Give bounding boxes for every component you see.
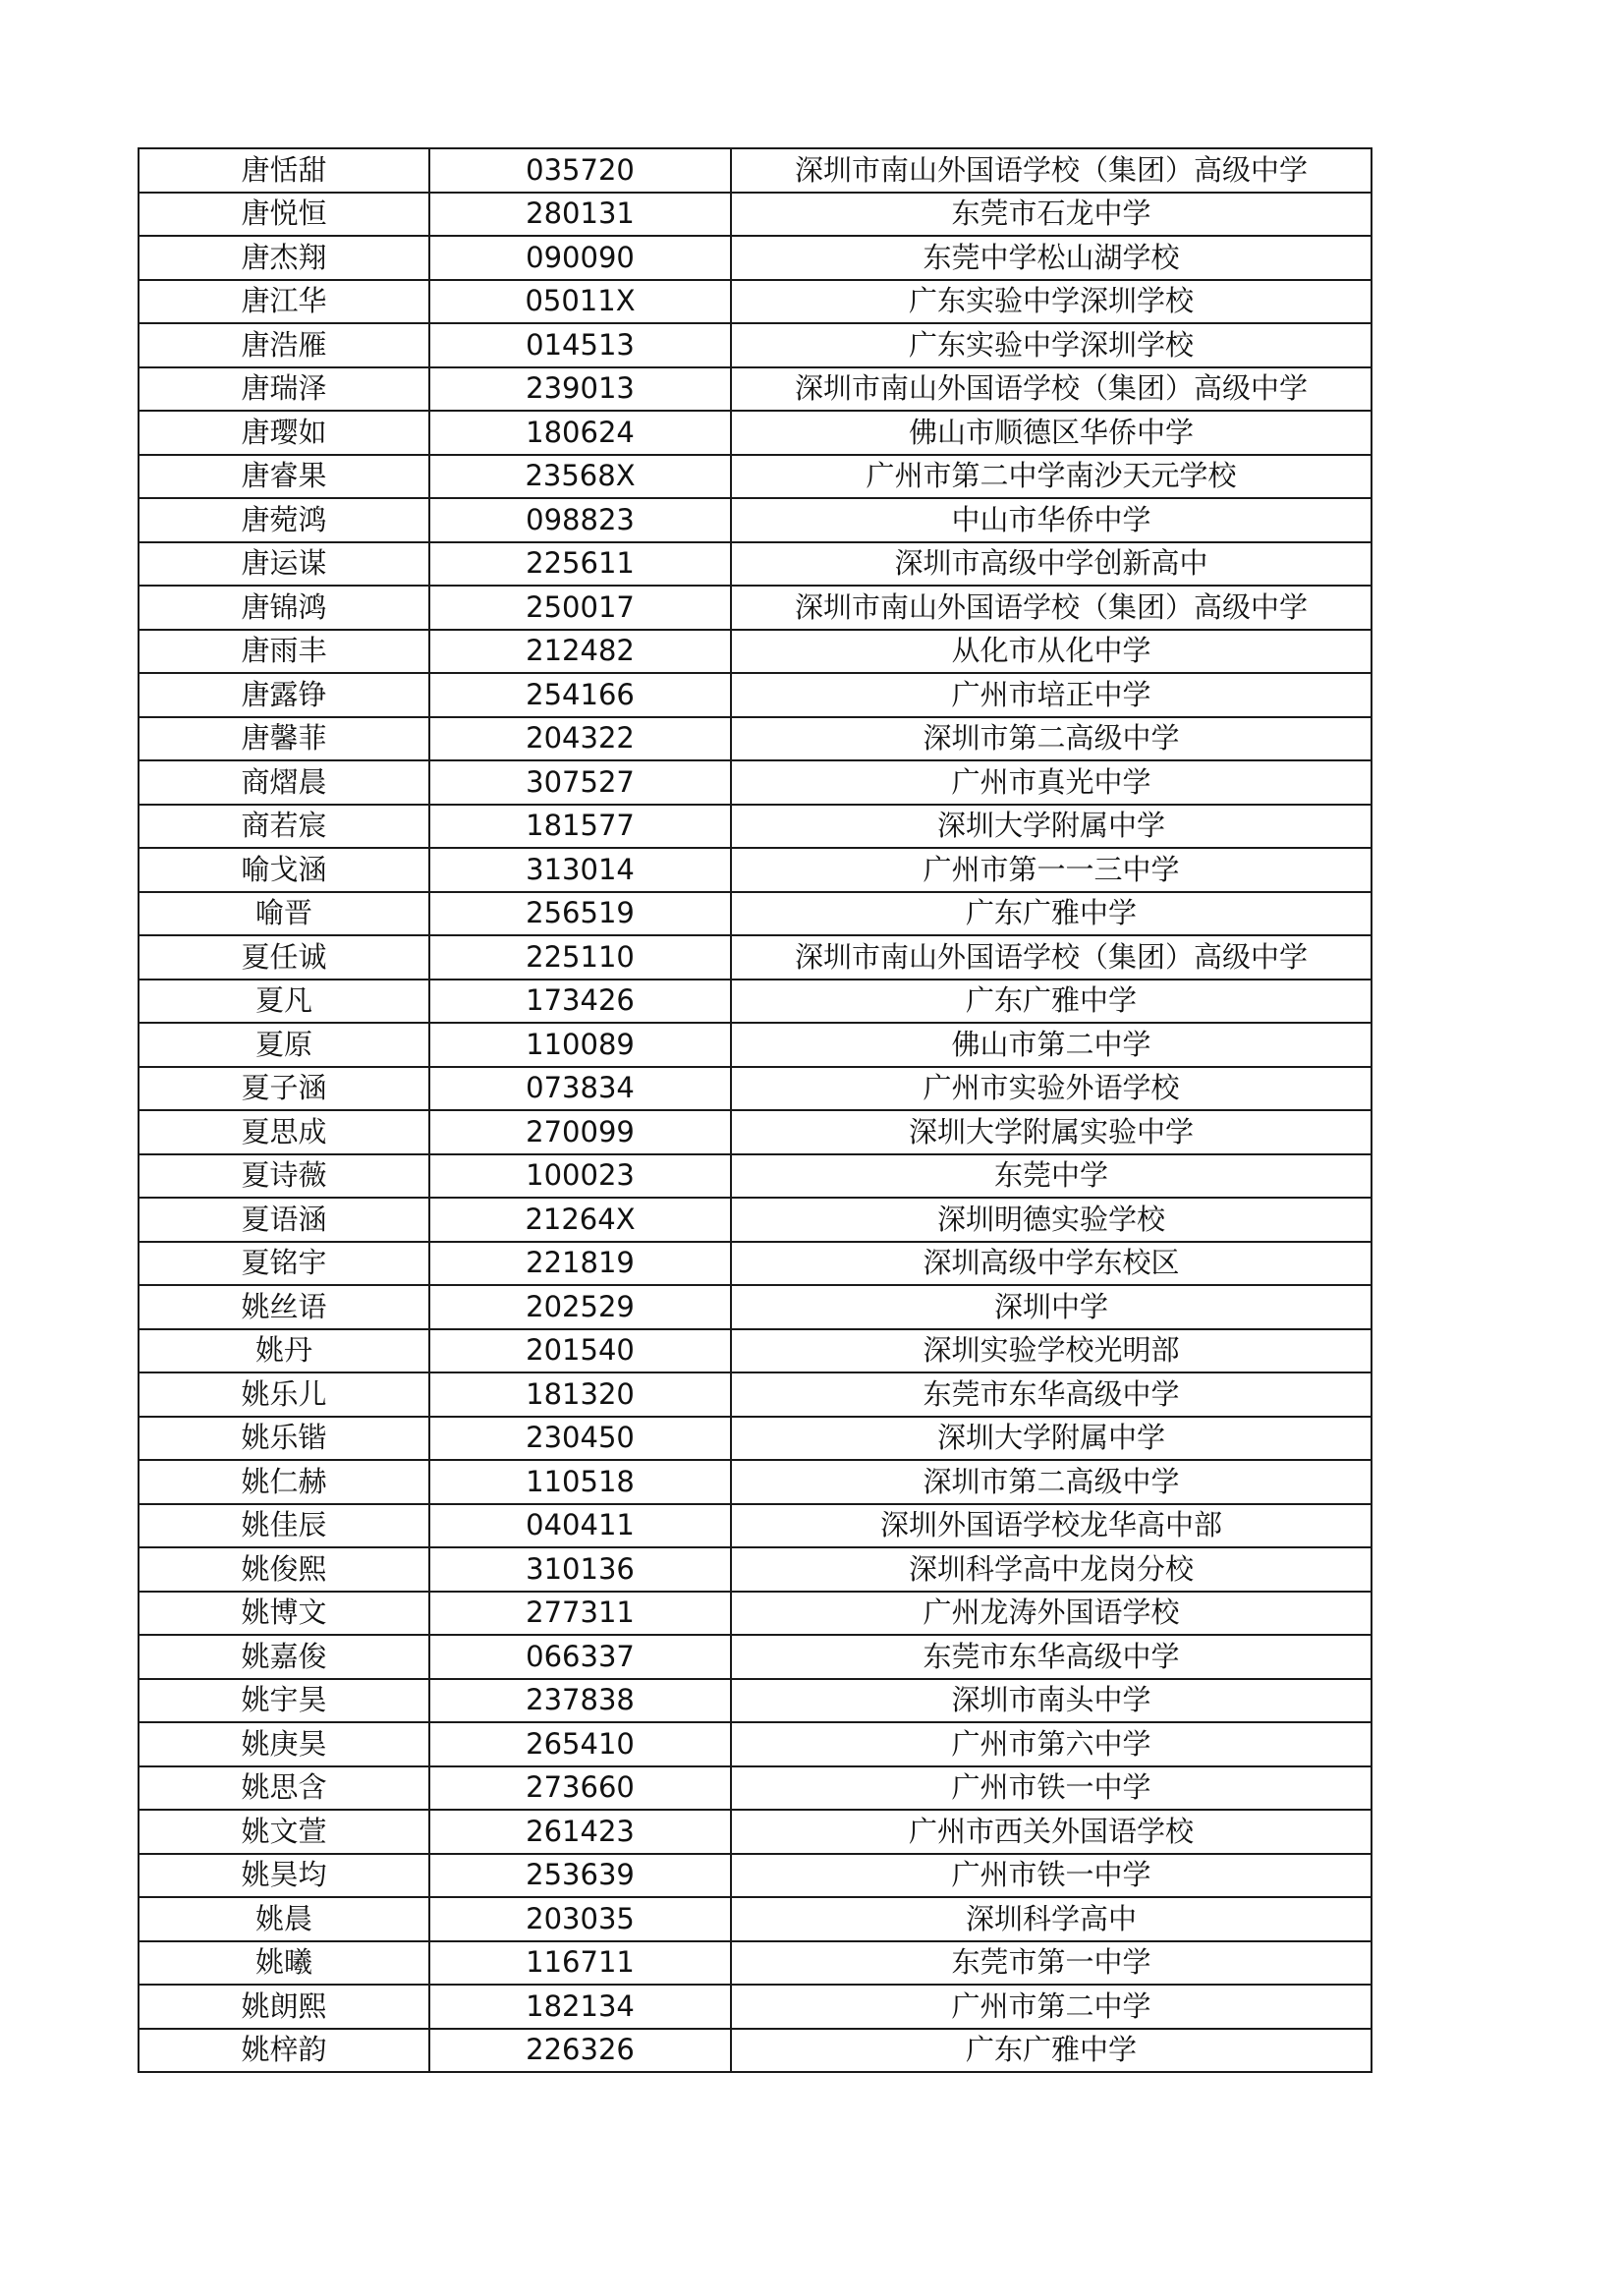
school-name-cell: 广州市第一一三中学 — [731, 848, 1372, 892]
student-id-cell: 310136 — [429, 1547, 731, 1592]
student-name-cell: 夏任诚 — [139, 935, 429, 980]
student-id-cell: 066337 — [429, 1635, 731, 1679]
table-row — [139, 323, 1372, 367]
student-name-cell: 姚曦 — [139, 1941, 429, 1986]
student-id-cell: 280131 — [429, 193, 731, 237]
school-name-cell: 广州市西关外国语学校 — [731, 1810, 1372, 1854]
student-name-cell: 唐璎如 — [139, 411, 429, 455]
student-name-cell: 唐悦恒 — [139, 193, 429, 237]
student-id-cell: 261423 — [429, 1810, 731, 1854]
student-name-cell: 姚庚昊 — [139, 1722, 429, 1766]
student-name-cell: 姚仁赫 — [139, 1460, 429, 1504]
student-name-cell: 夏凡 — [139, 980, 429, 1024]
student-id-cell: 253639 — [429, 1854, 731, 1898]
table-row — [139, 717, 1372, 761]
table-row — [139, 1023, 1372, 1067]
student-name-cell: 姚思含 — [139, 1766, 429, 1811]
student-name-cell: 姚乐儿 — [139, 1372, 429, 1417]
school-name-cell: 广州市实验外语学校 — [731, 1067, 1372, 1111]
student-id-cell: 110518 — [429, 1460, 731, 1504]
school-name-cell: 深圳大学附属实验中学 — [731, 1110, 1372, 1154]
student-id-cell: 226326 — [429, 2029, 731, 2073]
school-name-cell: 东莞市东华高级中学 — [731, 1372, 1372, 1417]
table-row — [139, 1198, 1372, 1242]
school-name-cell: 东莞市石龙中学 — [731, 193, 1372, 237]
student-id-cell: 225611 — [429, 542, 731, 587]
school-name-cell: 广州市铁一中学 — [731, 1766, 1372, 1811]
table-row — [139, 673, 1372, 717]
school-name-cell: 深圳明德实验学校 — [731, 1198, 1372, 1242]
table-row — [139, 1329, 1372, 1373]
student-name-cell: 姚俊熙 — [139, 1547, 429, 1592]
school-name-cell: 佛山市顺德区华侨中学 — [731, 411, 1372, 455]
table-row — [139, 980, 1372, 1024]
school-name-cell: 广州市第六中学 — [731, 1722, 1372, 1766]
student-name-cell: 唐江华 — [139, 280, 429, 324]
table-row — [139, 1810, 1372, 1854]
school-name-cell: 深圳市第二高级中学 — [731, 1460, 1372, 1504]
student-name-cell: 唐菀鸿 — [139, 498, 429, 542]
school-name-cell: 从化市从化中学 — [731, 630, 1372, 674]
table-row — [139, 1679, 1372, 1723]
school-name-cell: 深圳大学附属中学 — [731, 805, 1372, 849]
school-name-cell: 广州市铁一中学 — [731, 1854, 1372, 1898]
school-name-cell: 深圳市第二高级中学 — [731, 717, 1372, 761]
student-id-cell: 307527 — [429, 760, 731, 805]
student-id-cell: 181577 — [429, 805, 731, 849]
student-id-cell: 201540 — [429, 1329, 731, 1373]
school-name-cell: 深圳中学 — [731, 1285, 1372, 1329]
student-id-cell: 100023 — [429, 1154, 731, 1199]
school-name-cell: 东莞市东华高级中学 — [731, 1635, 1372, 1679]
student-id-cell: 180624 — [429, 411, 731, 455]
table-row — [139, 1285, 1372, 1329]
table-row — [139, 1592, 1372, 1636]
student-id-cell: 265410 — [429, 1722, 731, 1766]
school-name-cell: 佛山市第二中学 — [731, 1023, 1372, 1067]
table-row — [139, 1941, 1372, 1986]
student-id-cell: 212482 — [429, 630, 731, 674]
table-row — [139, 1154, 1372, 1199]
table-body — [139, 148, 1372, 2072]
student-id-cell: 116711 — [429, 1941, 731, 1986]
student-name-cell: 姚晨 — [139, 1897, 429, 1941]
table-row — [139, 280, 1372, 324]
table-row — [139, 630, 1372, 674]
school-name-cell: 广东实验中学深圳学校 — [731, 323, 1372, 367]
student-name-cell: 唐锦鸿 — [139, 586, 429, 630]
student-id-cell: 035720 — [429, 148, 731, 193]
table-row — [139, 1897, 1372, 1941]
school-name-cell: 东莞市第一中学 — [731, 1941, 1372, 1986]
student-name-cell: 唐瑞泽 — [139, 367, 429, 412]
table-row — [139, 1242, 1372, 1286]
student-name-cell: 喻晋 — [139, 892, 429, 936]
student-id-cell: 313014 — [429, 848, 731, 892]
school-name-cell: 广州市第二中学 — [731, 1985, 1372, 2029]
student-name-cell: 姚文萱 — [139, 1810, 429, 1854]
table-row — [139, 848, 1372, 892]
table-row — [139, 1985, 1372, 2029]
school-name-cell: 广东广雅中学 — [731, 2029, 1372, 2073]
table-row — [139, 367, 1372, 412]
student-name-cell: 夏铭宇 — [139, 1242, 429, 1286]
table-row — [139, 1417, 1372, 1461]
student-id-cell: 181320 — [429, 1372, 731, 1417]
school-name-cell: 深圳市南山外国语学校（集团）高级中学 — [731, 586, 1372, 630]
student-id-cell: 21264X — [429, 1198, 731, 1242]
student-id-cell: 203035 — [429, 1897, 731, 1941]
student-name-cell: 唐运谋 — [139, 542, 429, 587]
school-name-cell: 广州龙涛外国语学校 — [731, 1592, 1372, 1636]
table-row — [139, 193, 1372, 237]
school-name-cell: 深圳大学附属中学 — [731, 1417, 1372, 1461]
student-name-cell: 夏诗薇 — [139, 1154, 429, 1199]
student-name-cell: 唐睿果 — [139, 455, 429, 499]
table-row — [139, 1460, 1372, 1504]
student-name-cell: 姚朗熙 — [139, 1985, 429, 2029]
student-id-cell: 182134 — [429, 1985, 731, 2029]
table-row — [139, 586, 1372, 630]
school-name-cell: 深圳市南头中学 — [731, 1679, 1372, 1723]
school-name-cell: 深圳市南山外国语学校（集团）高级中学 — [731, 935, 1372, 980]
school-name-cell: 中山市华侨中学 — [731, 498, 1372, 542]
student-name-cell: 姚嘉俊 — [139, 1635, 429, 1679]
student-name-cell: 夏子涵 — [139, 1067, 429, 1111]
school-name-cell: 东莞中学松山湖学校 — [731, 236, 1372, 280]
student-id-cell: 225110 — [429, 935, 731, 980]
student-id-cell: 202529 — [429, 1285, 731, 1329]
student-name-cell: 唐馨菲 — [139, 717, 429, 761]
student-id-cell: 098823 — [429, 498, 731, 542]
table-row — [139, 935, 1372, 980]
student-id-cell: 239013 — [429, 367, 731, 412]
table-row — [139, 455, 1372, 499]
student-id-cell: 073834 — [429, 1067, 731, 1111]
table-row — [139, 1067, 1372, 1111]
student-id-cell: 256519 — [429, 892, 731, 936]
student-list-table — [138, 147, 1372, 2073]
student-id-cell: 05011X — [429, 280, 731, 324]
table-row — [139, 1635, 1372, 1679]
student-name-cell: 姚乐锴 — [139, 1417, 429, 1461]
table-row — [139, 805, 1372, 849]
student-id-cell: 204322 — [429, 717, 731, 761]
student-id-cell: 110089 — [429, 1023, 731, 1067]
table-row — [139, 148, 1372, 193]
student-name-cell: 夏语涵 — [139, 1198, 429, 1242]
table-row — [139, 411, 1372, 455]
student-name-cell: 唐浩雁 — [139, 323, 429, 367]
table-row — [139, 498, 1372, 542]
student-id-cell: 014513 — [429, 323, 731, 367]
school-name-cell: 广东实验中学深圳学校 — [731, 280, 1372, 324]
school-name-cell: 深圳市高级中学创新高中 — [731, 542, 1372, 587]
table-row — [139, 1110, 1372, 1154]
student-name-cell: 姚佳辰 — [139, 1504, 429, 1548]
student-name-cell: 姚梓韵 — [139, 2029, 429, 2073]
school-name-cell: 深圳外国语学校龙华高中部 — [731, 1504, 1372, 1548]
student-name-cell: 夏思成 — [139, 1110, 429, 1154]
school-name-cell: 广州市第二中学南沙天元学校 — [731, 455, 1372, 499]
student-name-cell: 唐露铮 — [139, 673, 429, 717]
school-name-cell: 深圳科学高中 — [731, 1897, 1372, 1941]
table-row — [139, 1854, 1372, 1898]
student-id-cell: 254166 — [429, 673, 731, 717]
student-name-cell: 商熠晨 — [139, 760, 429, 805]
school-name-cell: 深圳实验学校光明部 — [731, 1329, 1372, 1373]
student-name-cell: 姚昊均 — [139, 1854, 429, 1898]
school-name-cell: 广东广雅中学 — [731, 892, 1372, 936]
student-id-cell: 040411 — [429, 1504, 731, 1548]
student-id-cell: 270099 — [429, 1110, 731, 1154]
student-id-cell: 173426 — [429, 980, 731, 1024]
school-name-cell: 广州市真光中学 — [731, 760, 1372, 805]
student-name-cell: 姚宇昊 — [139, 1679, 429, 1723]
school-name-cell: 深圳市南山外国语学校（集团）高级中学 — [731, 148, 1372, 193]
school-name-cell: 深圳高级中学东校区 — [731, 1242, 1372, 1286]
table-row — [139, 2029, 1372, 2073]
student-name-cell: 唐雨丰 — [139, 630, 429, 674]
school-name-cell: 深圳市南山外国语学校（集团）高级中学 — [731, 367, 1372, 412]
student-name-cell: 姚丝语 — [139, 1285, 429, 1329]
school-name-cell: 东莞中学 — [731, 1154, 1372, 1199]
student-name-cell: 喻戈涵 — [139, 848, 429, 892]
table-row — [139, 1504, 1372, 1548]
student-id-cell: 250017 — [429, 586, 731, 630]
table-row — [139, 1722, 1372, 1766]
table-row — [139, 542, 1372, 587]
student-id-cell: 23568X — [429, 455, 731, 499]
student-name-cell: 姚丹 — [139, 1329, 429, 1373]
table-row — [139, 236, 1372, 280]
student-name-cell: 唐恬甜 — [139, 148, 429, 193]
school-name-cell: 广东广雅中学 — [731, 980, 1372, 1024]
table-row — [139, 760, 1372, 805]
table-row — [139, 1547, 1372, 1592]
student-id-cell: 273660 — [429, 1766, 731, 1811]
school-name-cell: 深圳科学高中龙岗分校 — [731, 1547, 1372, 1592]
school-name-cell: 广州市培正中学 — [731, 673, 1372, 717]
table-row — [139, 1372, 1372, 1417]
student-name-cell: 夏原 — [139, 1023, 429, 1067]
student-id-cell: 237838 — [429, 1679, 731, 1723]
student-id-cell: 090090 — [429, 236, 731, 280]
table-row — [139, 1766, 1372, 1811]
student-id-cell: 221819 — [429, 1242, 731, 1286]
student-name-cell: 唐杰翔 — [139, 236, 429, 280]
table-row — [139, 892, 1372, 936]
student-id-cell: 277311 — [429, 1592, 731, 1636]
student-name-cell: 姚博文 — [139, 1592, 429, 1636]
student-id-cell: 230450 — [429, 1417, 731, 1461]
student-name-cell: 商若宸 — [139, 805, 429, 849]
